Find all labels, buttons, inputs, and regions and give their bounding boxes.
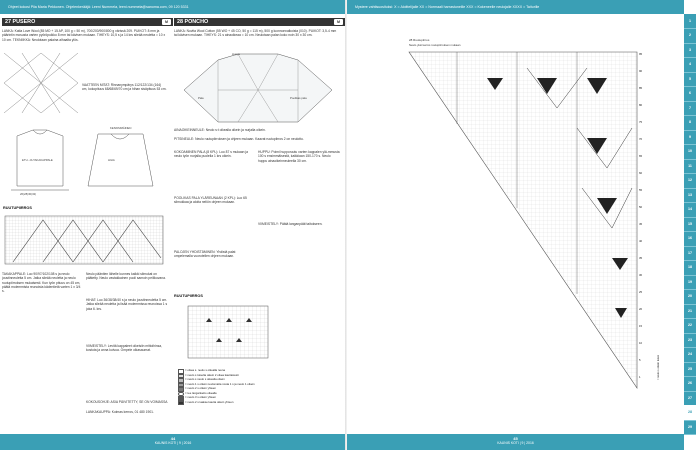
- side-legend-text: = neulo s oikein kuten: [657, 354, 660, 380]
- viimeistely-28-text: VIIMEISTELY: Päätä langanpäät taitokseen.: [258, 222, 323, 226]
- row-label: 35: [639, 256, 643, 260]
- right-footer-text: KAUNIS KOTI | 9 | 2016: [497, 441, 534, 445]
- index-tab-17[interactable]: 17: [684, 246, 696, 261]
- pattern-28-small-chart: [176, 302, 276, 364]
- index-tab-18[interactable]: 18: [684, 260, 696, 275]
- row-label: 1: [639, 375, 641, 379]
- poncho-label-hood: Huppu: [232, 52, 241, 56]
- right-page-footer: [347, 434, 684, 450]
- index-tab-26[interactable]: 26: [684, 376, 696, 391]
- legend-row: = neulo s neulo s oikealta oikein: [176, 377, 340, 382]
- index-tab-21[interactable]: 21: [684, 304, 696, 319]
- row-label: 30: [639, 273, 643, 277]
- legend-row: = tee langanketto oikealle: [176, 391, 340, 396]
- chart-row-labels: [639, 52, 653, 392]
- row-label: 90: [639, 69, 643, 73]
- legend-row: = neulo 1 s oikein neulomatta nosta 1 s ja neulo 1 oikein: [176, 382, 340, 387]
- index-tab-27[interactable]: 27: [684, 391, 696, 406]
- schematic-label-sleeve: HIHA: [108, 158, 115, 162]
- row-label: 45: [639, 222, 643, 226]
- side-legend: [657, 340, 661, 380]
- row-label: 85: [639, 86, 643, 90]
- legend-row: = neulo 3 s oikein yhteen: [176, 395, 340, 400]
- lankakauppa-note: LANKAKAUPPA: Kolmas kerros, 01 480 1901.: [86, 410, 154, 414]
- pattern-27-badge: M: [162, 19, 171, 25]
- legend-row: = neulo 2 s oikein yhteen: [176, 386, 340, 391]
- index-tab-7[interactable]: 7: [684, 101, 696, 116]
- schematic-label-measures: 26(28)30(32): [20, 192, 37, 196]
- row-label: 10: [639, 341, 643, 345]
- index-tab-22[interactable]: 22: [684, 318, 696, 333]
- row-label: 80: [639, 103, 643, 107]
- pattern-28-intro: LANKA: Novita Wool Cotton (55 WO + 45 CO, 50 g = 115 m), 500 g luonnonvalkoista (010). PUIKOT: 3,5-4 mm tai kävisen mukaan. TIHEYS: 21 s ainaoikeaa = 10 cm. Neulotaan palan koko noin 30 x 30 cm.: [174, 29, 337, 38]
- ainaoikeinneule-text: AINAOIKEINNEULE: Neulo s:t oikealla oikein ja nurjalla oikein.: [174, 128, 266, 132]
- index-tab-19[interactable]: 19: [684, 275, 696, 290]
- pattern-27-chart: [3, 214, 167, 268]
- index-tab-6[interactable]: 6: [684, 86, 696, 101]
- right-page: [347, 0, 684, 450]
- viimeistely-27-text: VIIMEISTELY: Levitä kappaleet oikeisiin mittoihinsa, kostuta ja anna kuivua. Ompele olkasaumat.: [86, 344, 162, 353]
- pattern-27-intro: LANKA: Katia Love Wool (85 MO + 15 AP, 100 g = 50 m), 700/200/900/800 g värissä 209. PUIKOT: 8 mm ja päärintin mosusta varten pyöröpuikko 8 mm tai kävisen mukaan. TIHEYS: 10,5 s ja 14 krs sileää neuletta = 10 x 10 cm. TEKNIIKKA: Neulotaan palaina alhaalta ylös.: [2, 29, 166, 42]
- hihat-text: HIHAT: Luo 36/38/38/40 s ja neulo joustinneuletta 5 cm. Jatka sileää neuletta ja lisää molemmissa reunoissa 1 s joka 6. krs.: [86, 298, 168, 311]
- pattern-28-title: 28 PONCHO: [177, 19, 209, 25]
- left-page-footer: [0, 434, 346, 450]
- index-tab-15[interactable]: 15: [684, 217, 696, 232]
- row-label: 70: [639, 137, 643, 141]
- pattern-27-measurements: VAATTEEN MITAT: Rinnanympärys 112/122/134 (164) cm, kokopituus 68/68/69/70 cm ja hihan sisäpituus 53 cm.: [82, 83, 167, 92]
- pitsineule-text: PITSINEULE: Neulo ruutupiirroksen ja ohjeen mukaan. Kaavat ruutupiirros 2 on neulottu.: [174, 137, 304, 141]
- index-tab-16[interactable]: 16: [684, 231, 696, 246]
- index-tab-24[interactable]: 24: [684, 347, 696, 362]
- index-tab-14[interactable]: 14: [684, 202, 696, 217]
- index-tab-9[interactable]: 9: [684, 130, 696, 145]
- row-label: 40: [639, 239, 643, 243]
- index-tab-23[interactable]: 23: [684, 333, 696, 348]
- legend-row: = neulo 2 s taakse kautta oikein yhteen: [176, 400, 340, 405]
- row-label: 20: [639, 307, 643, 311]
- right-page-header: Mystere vahtisuosituksi: X = Aloittelijalle XX = Normaali harrastuneille XXX = Kokeneelle neulojalle XXXX = Taiturille: [347, 0, 684, 14]
- pattern-27-diamond-sketch: [4, 53, 78, 113]
- index-tab-10[interactable]: 10: [684, 144, 696, 159]
- left-page-number: 44: [170, 436, 176, 441]
- index-tab-5[interactable]: 5: [684, 72, 696, 87]
- ruutupiirros-27-heading: RUUTUPIIRROS: [3, 206, 32, 210]
- schematic-label-top: KESKIMMÄINEN: [110, 126, 132, 130]
- index-tab-11[interactable]: 11: [684, 159, 696, 174]
- row-label: 60: [639, 171, 643, 175]
- left-page-header: Ohjeet kokosi Piia Maria Pekkonen. Ohjelenkerääjä: Leeni Nummela, leeni.nummela@sanoma.com, 09 120 5331: [0, 0, 346, 14]
- index-tab-28[interactable]: 28: [684, 405, 696, 420]
- row-label: 95: [639, 52, 643, 56]
- right-page-number: 45: [513, 436, 518, 441]
- chart-legend: [176, 368, 340, 404]
- palojen-text: PALOJEN YHDISTÄMINEN: Yhdistä palat ompelemalla vuorotellen ohjeen mukaan.: [174, 250, 236, 259]
- index-tab-13[interactable]: 13: [684, 188, 696, 203]
- index-tab-25[interactable]: 25: [684, 362, 696, 377]
- row-label: 5: [639, 358, 641, 362]
- row-label: 25: [639, 290, 643, 294]
- index-tab-2[interactable]: 2: [684, 28, 696, 43]
- index-tab-29[interactable]: 29: [684, 420, 696, 435]
- schematic-label-front: ETU- JA TAKAKAPPALE: [22, 158, 53, 162]
- left-page: [0, 0, 346, 450]
- poolikas-text: POOLIKAS PALA YLÄREUNAAN (2 KPL): Luo 65 silmukkaa ja aloita neliön ohjeen mukaan.: [174, 196, 247, 205]
- row-label: 75: [639, 120, 643, 124]
- index-tab-1[interactable]: 1: [684, 14, 696, 29]
- poncho-label-piece: Pala: [198, 96, 204, 100]
- index-tab-12[interactable]: 12: [684, 173, 696, 188]
- row-label: 50: [639, 205, 643, 209]
- kokousohje-note: KOKOUSOHJE: ASIA PÄIVITETTY, SE ON VOIMASSA: [86, 400, 168, 404]
- pattern-28-badge: M: [334, 19, 343, 25]
- edessa-text: Neulo pääntien lähelle kunnes kaikki silmukat on päätetty. Neulo vastakkainen puoli samoin peilikuvana.: [86, 272, 166, 281]
- row-label: 15: [639, 324, 643, 328]
- kokoaminen-text: KOKOAMINEN PALA (8 KPL): Luo 87 s mukaan ja neulo työn nurjalla puolella 1 krs oikein.: [174, 150, 248, 159]
- takakappale-text: TAKAKAPPALE: Luo 90/97/102/108 s ja neulo joustinneuletta 5 cm. Jatka sileää neuletta ja neulo ruutupiirroksen mukaisesti. Kun työn pituus on 45 cm, päätä molemmista reunoista kädentietä varten 1 x 3/4 s.: [2, 272, 81, 294]
- big-chart-title: 28 Ruutupiirros: [409, 38, 430, 42]
- poncho-label-halfpiece: Poolikas pala: [290, 96, 307, 100]
- index-tab-8[interactable]: 8: [684, 115, 696, 130]
- row-label: 65: [639, 154, 643, 158]
- big-chart-note: Neulo yksi kerros ruutupiirroksen mukaan: [409, 43, 461, 47]
- pattern-27-title: 27 PUSERO: [5, 19, 36, 25]
- index-tab-20[interactable]: 20: [684, 289, 696, 304]
- pattern-27-title-bar: [2, 18, 173, 26]
- index-tab-4[interactable]: 4: [684, 57, 696, 72]
- legend-row: = neulo s toiselta oikein 2 oikea kauttaisusti: [176, 373, 340, 378]
- ruutupiirros-28-heading: RUUTUPIIRROS: [174, 294, 203, 298]
- poncho-schematic: [178, 50, 338, 126]
- pattern-index-tabs: [684, 14, 696, 434]
- big-lace-chart: [387, 48, 657, 404]
- legend-row: = oikea s. neulo s oikealla reuna: [176, 368, 340, 373]
- huppu-text: HUPPU: Poimi hupporuutu varten kappalen ylä-mmusta 100 s ensimmäisestä, kaikkiaan 150-170 s. Neulo huppu ainaoikeinneuleella 30 cm.: [258, 150, 340, 163]
- row-label: 55: [639, 188, 643, 192]
- left-footer-text: KAUNIS KOTI | 9 | 2016: [154, 441, 192, 445]
- index-tab-3[interactable]: 3: [684, 43, 696, 58]
- pattern-28-title-bar: [174, 18, 345, 26]
